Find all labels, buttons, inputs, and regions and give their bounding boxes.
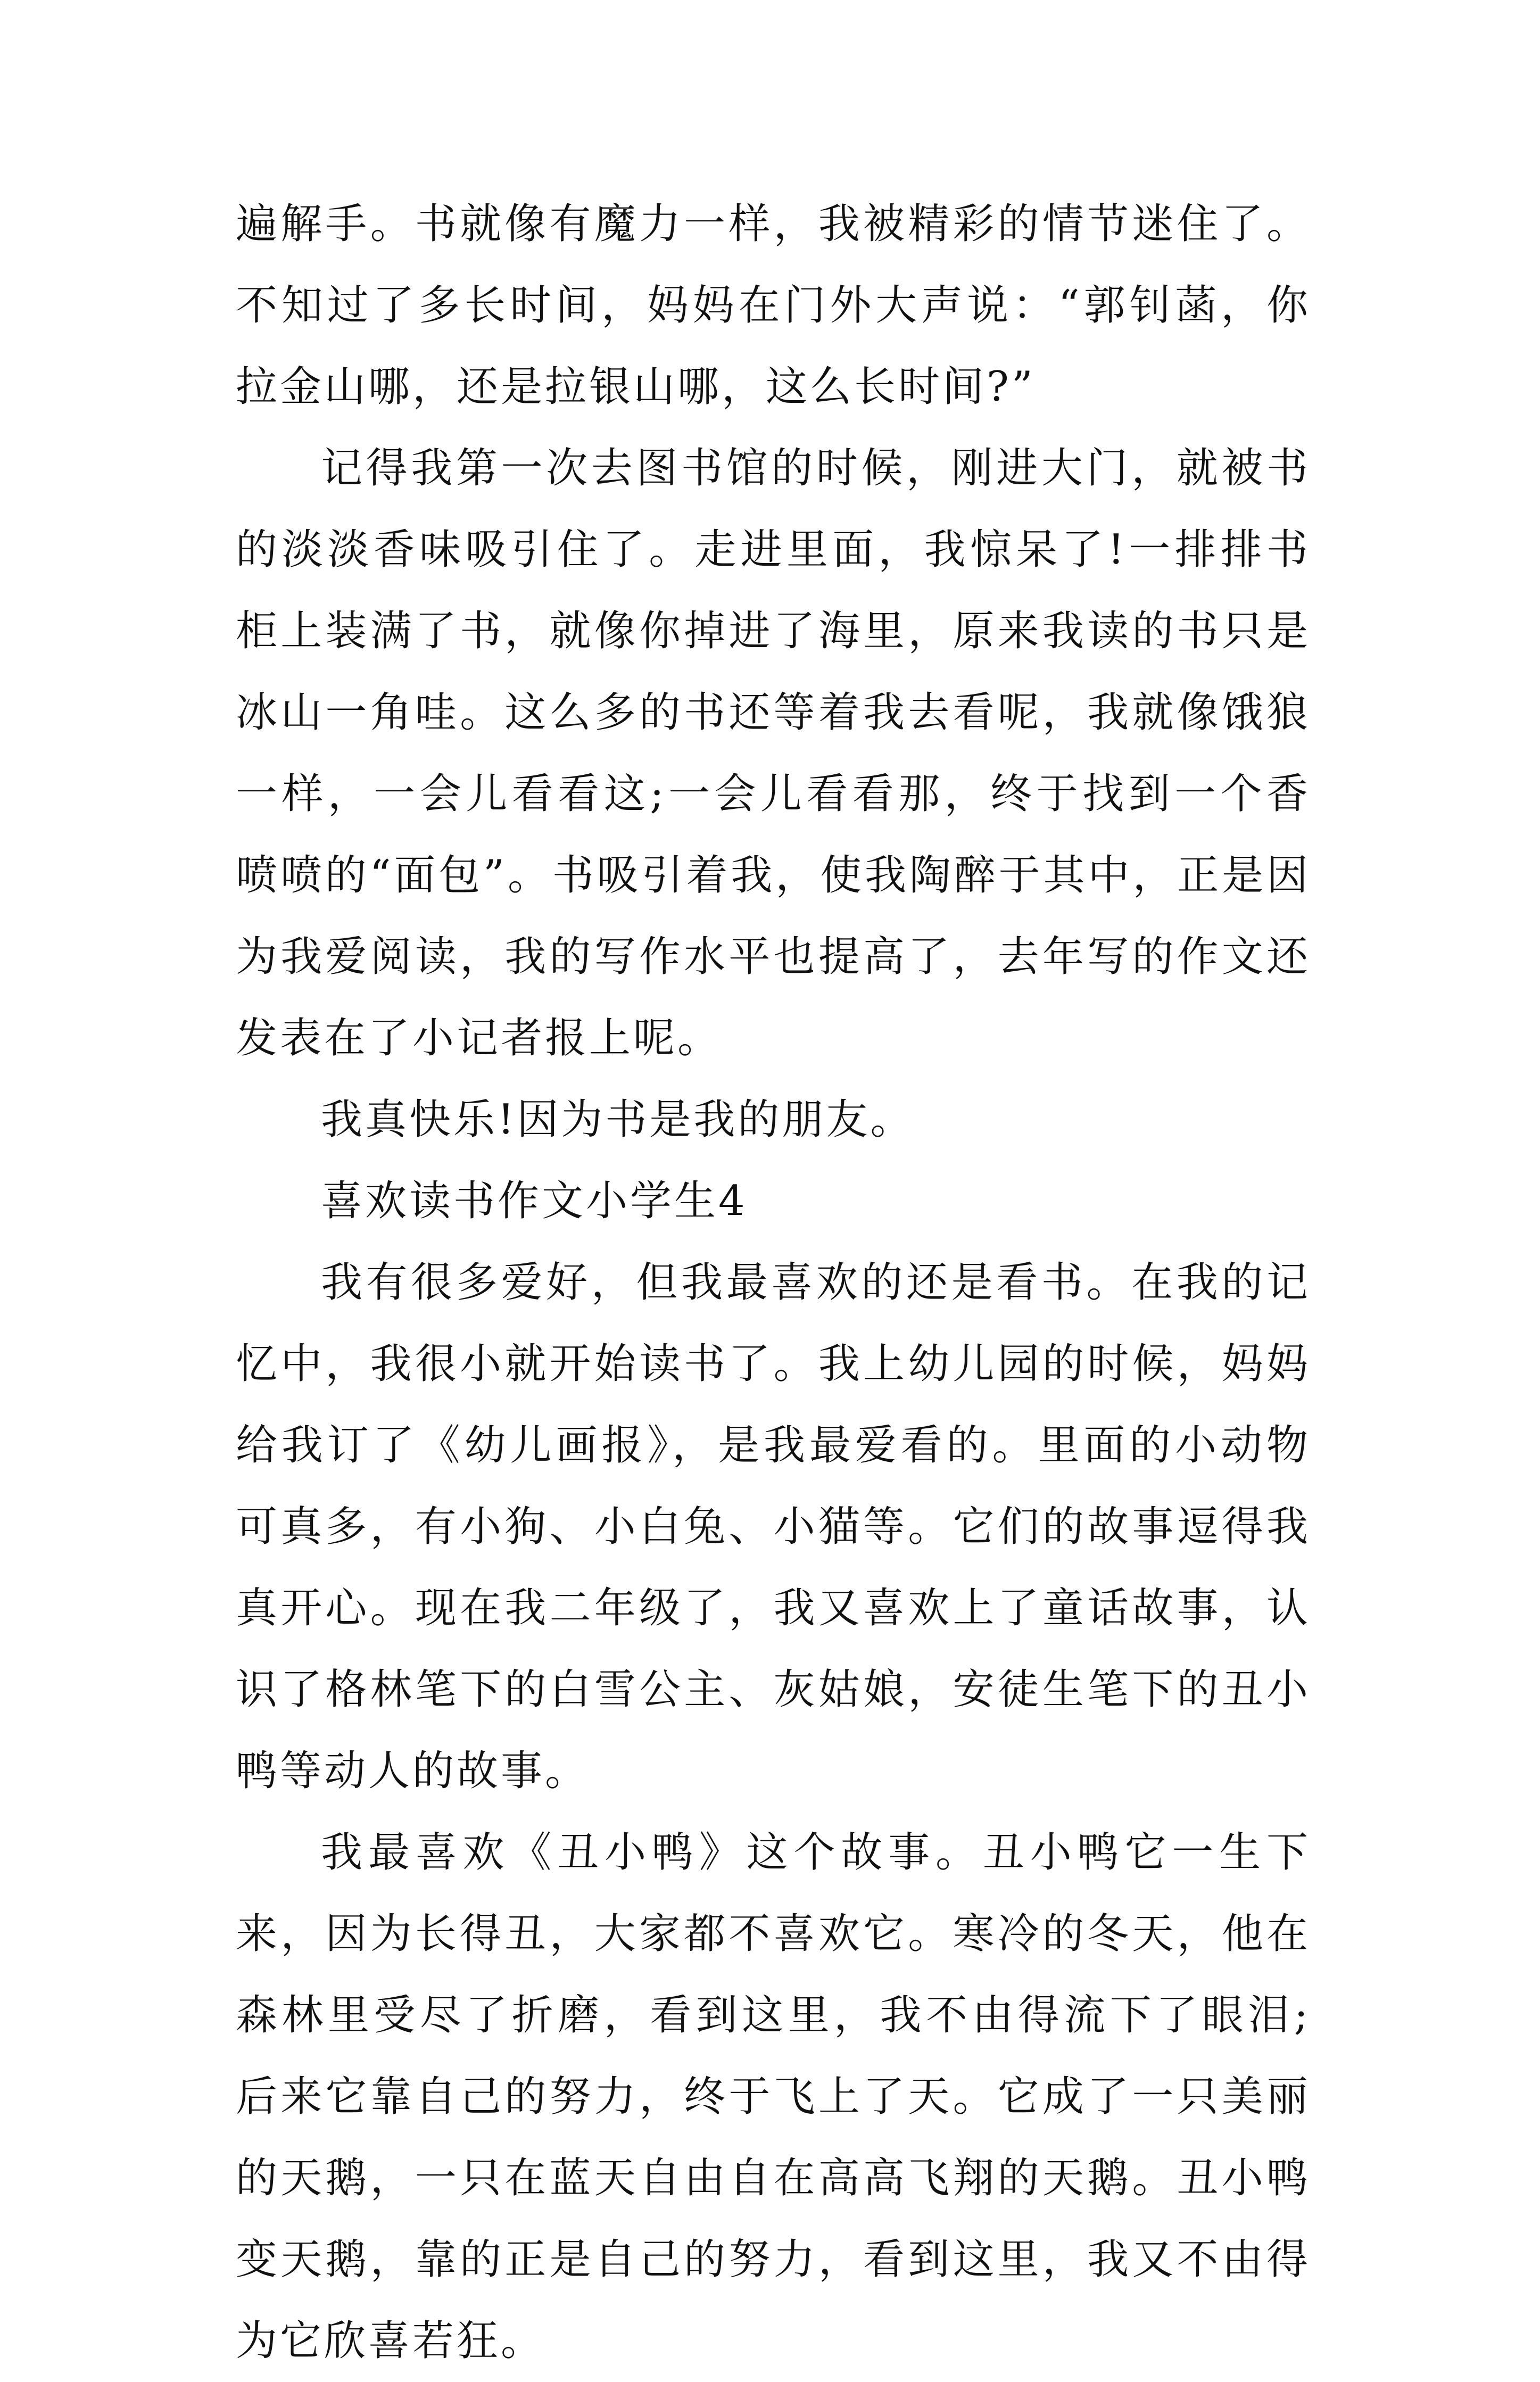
paragraph-ugly-duckling: 我最喜欢《丑小鸭》这个故事。丑小鸭它一生下来，因为长得丑，大家都不喜欢它。寒冷的冬天，他在森林里受尽了折磨，看到这里，我不由得流下了眼泪;后来它靠自己的努力，终于飞上了天。它成了一只美丽的天鹅，一只在蓝天自由自在高高飞翔的天鹅。丑小鸭变天鹅，靠的正是自己的努力，看到这里，我又不由得为它欣喜若狂。 — [236, 1829, 1311, 2365]
section-heading: 喜欢读书作文小学生4 — [321, 1177, 748, 1225]
paragraph-happy: 我真快乐!因为书是我的朋友。 — [321, 1096, 915, 1144]
document-body — [236, 184, 1311, 2382]
paragraph-library-visit: 记得我第一次去图书馆的时候，刚进大门，就被书的淡淡香味吸引住了。走进里面，我惊呆了!一排排书柜上装满了书，就像你掉进了海里，原来我读的书只是冰山一角哇。这么多的书还等着我去看呢，我就像饿狼一样，一会儿看看这;一会儿看看那，终于找到一个香喷喷的“面包”。书吸引着我，使我陶醉于其中，正是因为我爱阅读，我的写作水平也提高了，去年写的作文还发表在了小记者报上呢。 — [236, 444, 1311, 1062]
paragraph-continuation: 遍解手。书就像有魔力一样，我被精彩的情节迷住了。不知过了多长时间，妈妈在门外大声说：“郭钊菡，你拉金山哪，还是拉银山哪，这么长时间?” — [236, 200, 1311, 411]
paragraph-hobbies: 我有很多爱好，但我最喜欢的还是看书。在我的记忆中，我很小就开始读书了。我上幼儿园的时候，妈妈给我订了《幼儿画报》，是我最爱看的。里面的小动物可真多，有小狗、小白兔、小猫等。它们的故事逗得我真开心。现在我二年级了，我又喜欢上了童话故事，认识了格林笔下的白雪公主、灰姑娘，安徒生笔下的丑小鸭等动人的故事。 — [236, 1259, 1311, 1795]
